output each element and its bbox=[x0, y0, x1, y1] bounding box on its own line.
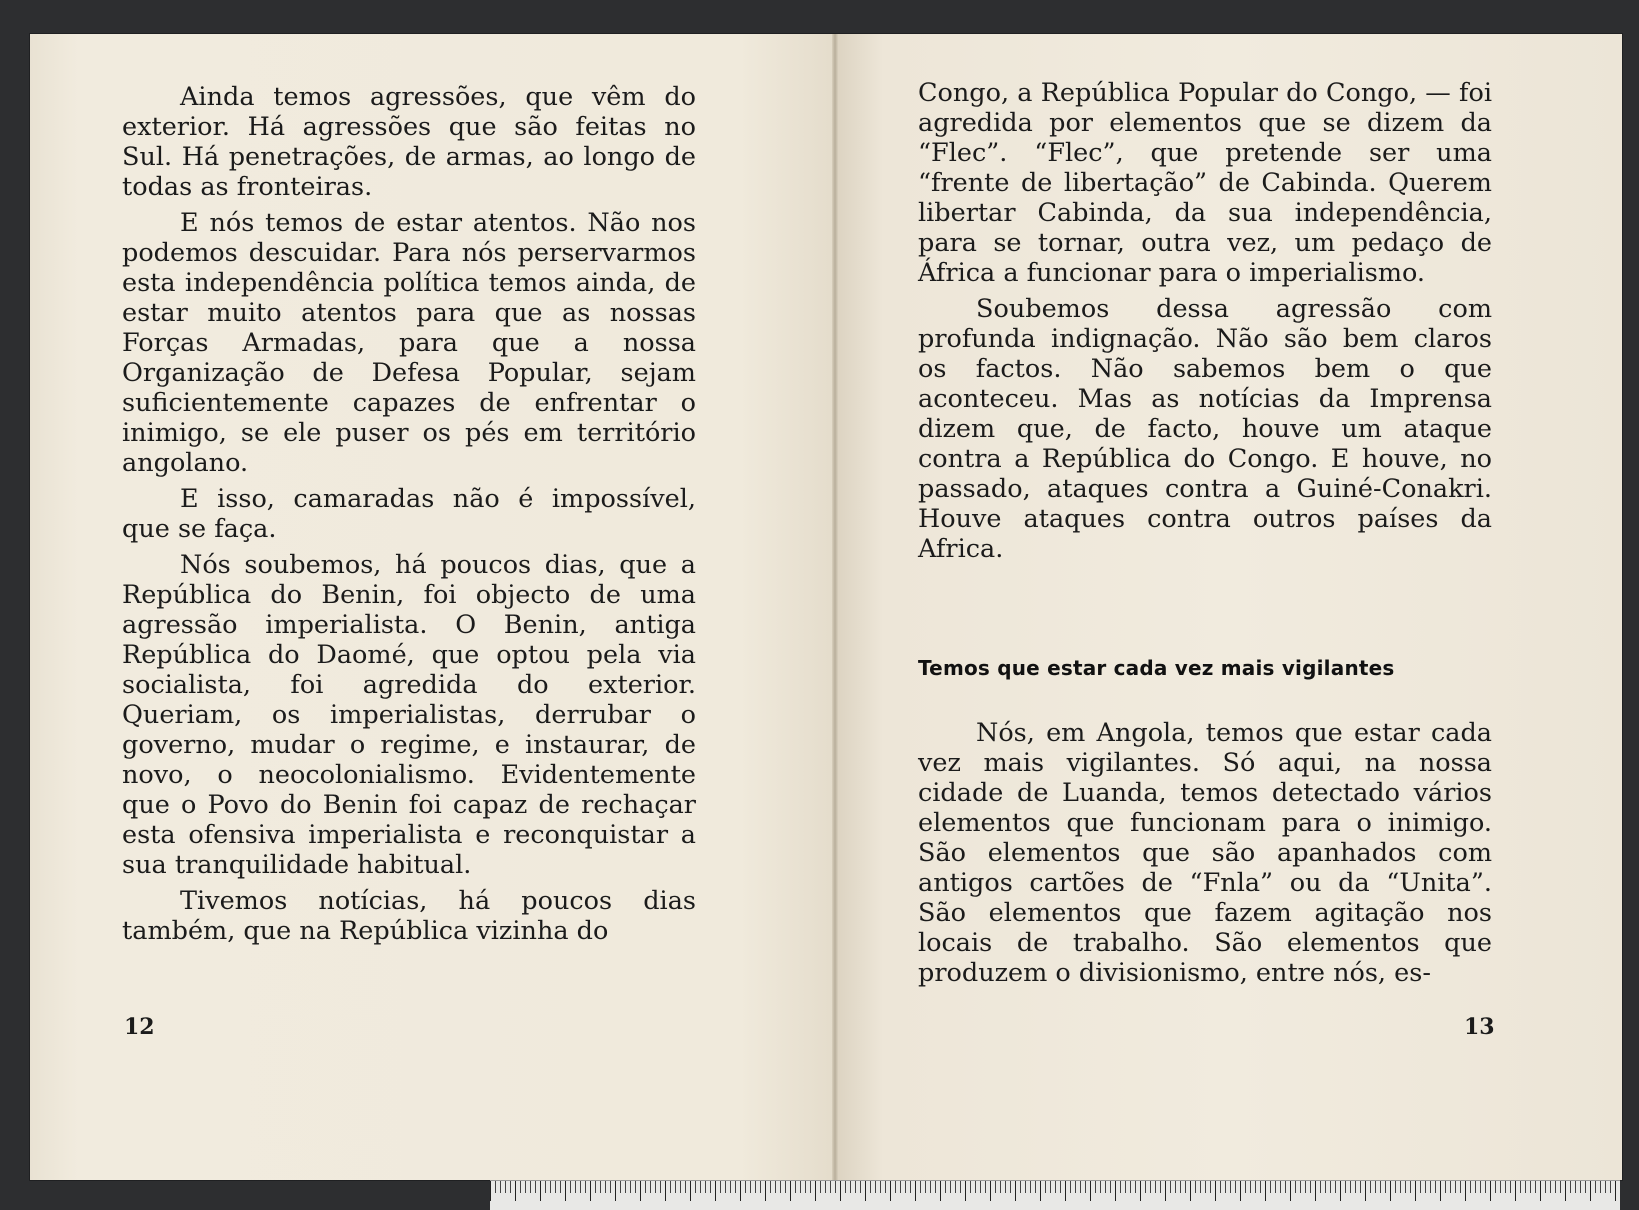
left-page-text bbox=[122, 82, 696, 952]
scale-ruler bbox=[490, 1180, 1620, 1210]
paragraph: Ainda temos agressões, que vêm do exterior. Há agressões que são feitas no Sul. Há penetrações, de armas, ao longo de todas as fronteiras. bbox=[122, 82, 696, 202]
paragraph: Soubemos dessa agressão com profunda indignação. Não são bem claros os factos. Não sabemos bem o que aconteceu. Mas as notícias da Imprensa dizem que, de facto, houve um ataque contra a República do Congo. E houve, no passado, ataques contra a Guiné-Conakri. Houve ataques contra outros países da Africa. bbox=[918, 294, 1492, 564]
page-number-left: 12 bbox=[124, 1014, 155, 1040]
paragraph: Congo, a República Popular do Congo, — foi agredida por elementos que se dizem da “Flec”. “Flec”, que pretende ser uma “frente de libertação” de Cabinda. Querem libertar Cabinda, da sua independência, para se tornar, outra vez, um pedaço de África a funcionar para o imperialismo. bbox=[918, 78, 1492, 288]
right-page-text-bottom bbox=[918, 718, 1492, 994]
page-number-right: 13 bbox=[1464, 1014, 1495, 1040]
paragraph: E nós temos de estar atentos. Não nos podemos descuidar. Para nós perservarmos esta independência política temos ainda, de estar muito atentos para que as nossas Forças Armadas, para que a nossa Organização de Defesa Popular, sejam suficientemente capazes de enfrentar o inimigo, se ele puser os pés em território angolano. bbox=[122, 208, 696, 478]
paragraph: Nós soubemos, há poucos dias, que a República do Benin, foi objecto de uma agressão imperialista. O Benin, antiga República do Daomé, que optou pela via socialista, foi agredida do exterior. Queriam, os imperialistas, derrubar o governo, mudar o regime, e instaurar, de novo, o neocolonialismo. Evidentemente que o Povo do Benin foi capaz de rechaçar esta ofensiva imperialista e reconquistar a sua tranquilidade habitual. bbox=[122, 550, 696, 880]
section-heading: Temos que estar cada vez mais vigilantes bbox=[918, 656, 1395, 680]
paragraph: Tivemos notícias, há poucos dias também, que na República vizinha do bbox=[122, 886, 696, 946]
paragraph: E isso, camaradas não é impossível, que se faça. bbox=[122, 484, 696, 544]
ruler-ticks bbox=[490, 1181, 1620, 1201]
paragraph: Nós, em Angola, temos que estar cada vez mais vigilantes. Só aqui, na nossa cidade de Luanda, temos detectado vários elementos que funcionam para o inimigo. São elementos que são apanhados com antigos cartões de “Fnla” ou da “Unita”. São elementos que fazem agitação nos locais de trabalho. São elementos que produzem o divisionismo, entre nós, es- bbox=[918, 718, 1492, 988]
book-gutter bbox=[832, 34, 838, 1180]
right-page-text-top bbox=[918, 78, 1492, 570]
